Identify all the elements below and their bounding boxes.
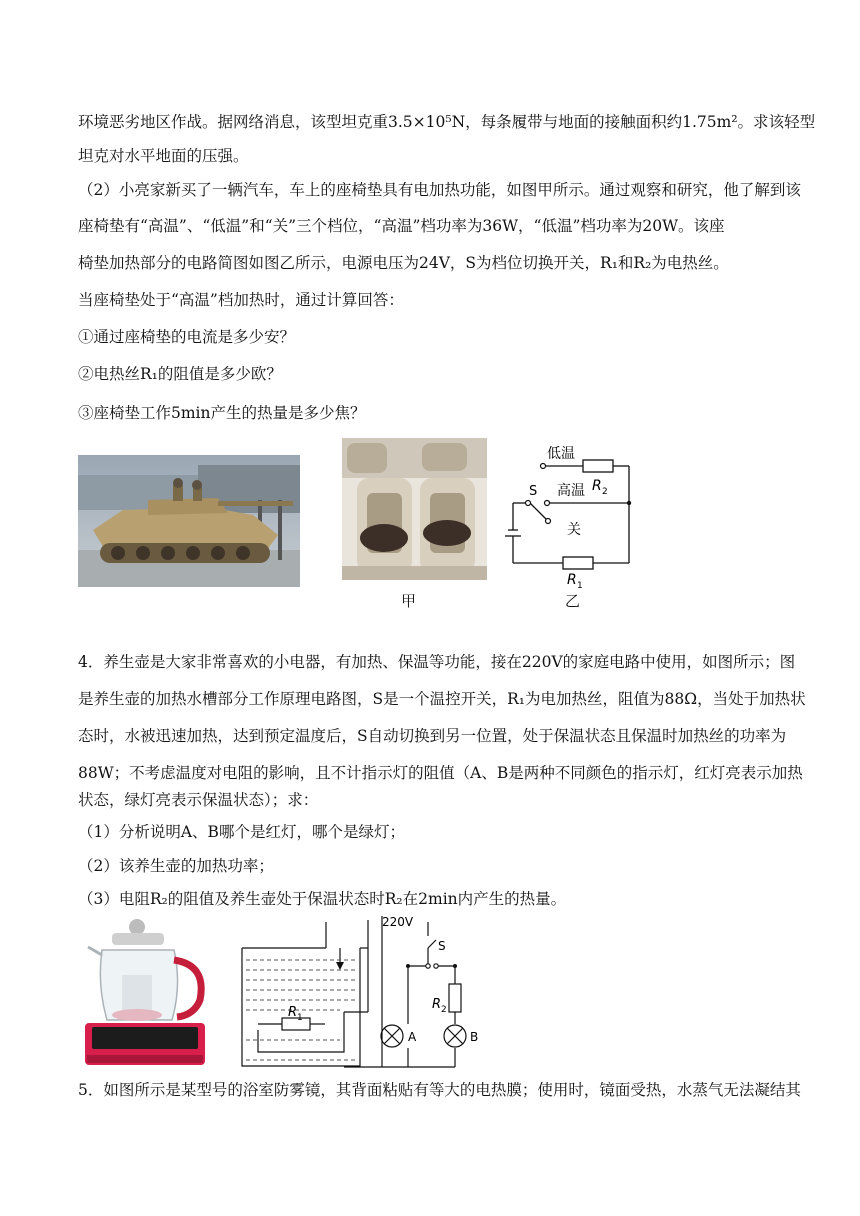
label-r1-kettle-sub: 1 — [297, 1013, 303, 1023]
q3-part2-line-1: （2）小亮家新买了一辆汽车，车上的座椅垫具有电加热功能，如图甲所示。通过观察和研究，他了解到该 — [78, 181, 801, 199]
tank-photo — [78, 455, 300, 587]
label-lamp-b: B — [470, 1030, 479, 1044]
label-r1: R — [567, 572, 577, 588]
q3-subq-2: ②电热丝R₁的阻值是多少欧？ — [78, 365, 282, 383]
q3-subq-1: ①通过座椅垫的电流是多少安？ — [78, 328, 296, 346]
label-lamp-a: A — [408, 1030, 417, 1044]
label-off: 关 — [567, 522, 581, 538]
q4-line-5: 状态，绿灯亮表示保温状态）；求： — [78, 791, 319, 809]
seat-circuit-diagram — [495, 438, 640, 608]
q4-subq-3: （3）电阻R₂的阻值及养生壶处于保温状态时R₂在2min内产生的热量。 — [78, 890, 567, 908]
label-r1-kettle: R — [288, 1005, 298, 1020]
q4-line-1: 4．养生壶是大家非常喜欢的小电器，有加热、保温等功能，接在220V的家庭电路中使用，如图所示；图 — [78, 653, 796, 671]
q4-line-4: 88W；不考虑温度对电阻的影响，且不计指示灯的阻值（A、B是两种不同颜色的指示灯，红灯亮表示加热 — [78, 764, 803, 782]
label-high: 高温 — [557, 483, 585, 499]
q3-part2-line-2: 座椅垫有“高温”、“低温”和“关”三个档位，“高温”档功率为36W，“低温”档功率为20W。该座 — [78, 217, 725, 235]
label-220v: 220V — [382, 915, 414, 929]
label-switch-s: S — [438, 939, 446, 953]
q4-subq-2: （2）该养生壶的加热功率； — [78, 857, 274, 875]
label-switch: S — [529, 484, 538, 499]
kettle-circuit-diagram — [240, 912, 490, 1072]
q3-part2-line-4: 当座椅垫处于“高温”档加热时，通过计算回答： — [78, 291, 404, 309]
label-r2-kettle: R — [432, 997, 442, 1012]
q3-part2-line-3: 椅垫加热部分的电路简图如图乙所示，电源电压为24V，S为档位切换开关，R₁和R₂为电热丝。 — [78, 254, 729, 272]
q3-line-2: 坦克对水平地面的压强。 — [78, 147, 249, 165]
q4-subq-1: （1）分析说明A、B哪个是红灯，哪个是绿灯； — [78, 823, 405, 841]
label-r2-sub: 2 — [602, 487, 608, 497]
caption-yi: 乙 — [565, 592, 581, 610]
kettle-photo — [82, 915, 212, 1071]
q5-line-1: 5．如图所示是某型号的浴室防雾镜，其背面粘贴有等大的电热膜；使用时，镜面受热，水蒸气无法凝结其 — [78, 1081, 801, 1099]
label-r2-kettle-sub: 2 — [441, 1005, 447, 1015]
car-seat-photo — [342, 438, 487, 580]
label-r1-sub: 1 — [577, 581, 583, 591]
q3-subq-3: ③座椅垫工作5min产生的热量是多少焦？ — [78, 404, 366, 422]
q4-line-3: 态时，水被迅速加热，达到预定温度后，S自动切换到另一位置，处于保温状态且保温时加热丝的功率为 — [78, 727, 787, 745]
q3-line-1: 环境恶劣地区作战。据网络消息，该型坦克重3.5×10⁵N，每条履带与地面的接触面积约1.75m²。求该轻型 — [78, 113, 816, 131]
caption-jia: 甲 — [401, 592, 417, 610]
q4-line-2: 是养生壶的加热水槽部分工作原理电路图，S是一个温控开关，R₁为电加热丝，阻值为88Ω，当处于加热状 — [78, 690, 806, 708]
label-low: 低温 — [547, 446, 575, 462]
label-r2: R — [592, 478, 602, 494]
